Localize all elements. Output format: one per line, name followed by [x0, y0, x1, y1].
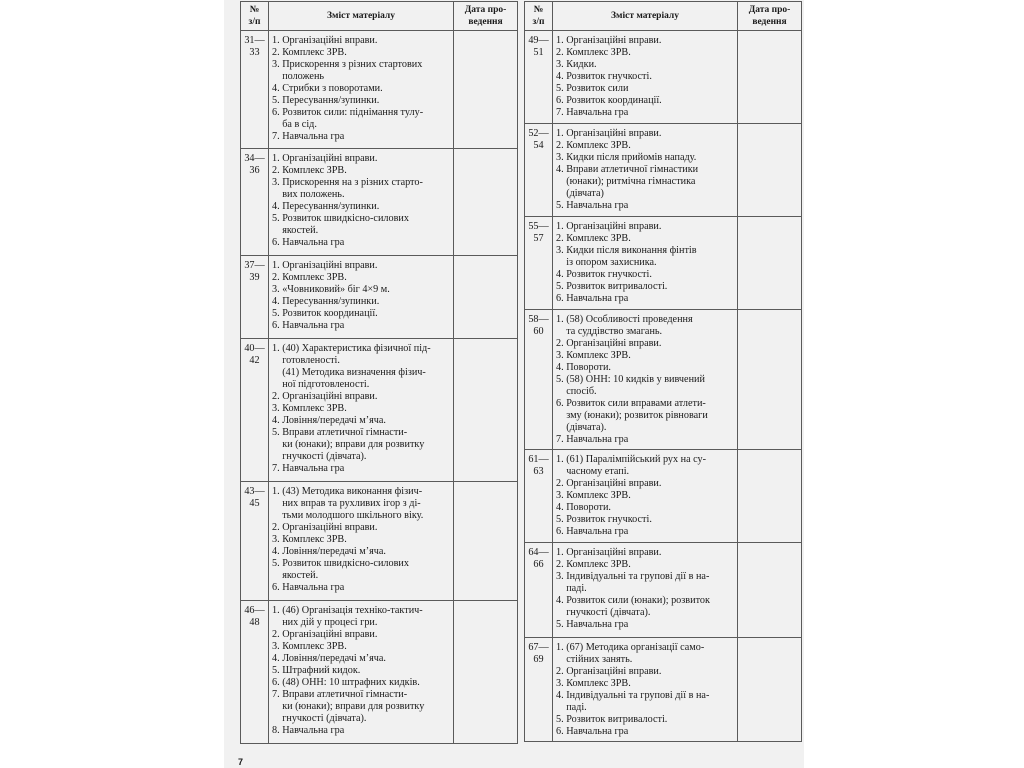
content-line: 2. Організаційні вправи.	[556, 478, 662, 489]
content-line: паді.	[556, 583, 587, 594]
table-row	[241, 482, 518, 601]
content-line: 4. Розвиток сили (юнаки); розвиток	[556, 595, 710, 606]
content-line: 1. Організаційні вправи.	[556, 128, 662, 139]
table-row	[241, 149, 518, 256]
content-line: 4. Розвиток гнучкості.	[556, 269, 652, 280]
lesson-content	[269, 149, 454, 256]
content-line: 5. Розвиток витривалості.	[556, 281, 668, 292]
content-line: 2. Комплекс ЗРВ.	[556, 233, 631, 244]
content-line: 3. Комплекс ЗРВ.	[556, 678, 631, 689]
content-line: 6. Навчальна гра	[272, 320, 345, 331]
content-line: 1. (40) Характеристика фізичної під-	[272, 343, 431, 354]
content-line: ної підготовленості.	[272, 379, 370, 390]
content-line: 4. Розвиток гнучкості.	[556, 71, 652, 82]
lesson-content	[269, 256, 454, 339]
content-line: 4. Пересування/зупинки.	[272, 201, 380, 212]
lesson-content	[553, 31, 738, 124]
content-line: 1. (61) Паралімпійський рух на су-	[556, 454, 707, 465]
table-header-row	[241, 2, 518, 31]
content-line: спосіб.	[556, 386, 597, 397]
lesson-number: 37— 39	[241, 256, 269, 339]
date-cell[interactable]	[454, 339, 518, 482]
content-line: із опором захисника.	[556, 257, 657, 268]
content-line: 1. Організаційні вправи.	[272, 35, 378, 46]
content-line: 3. Індивідуальні та групові дії в на-	[556, 571, 710, 582]
column-header-number: № з/п	[241, 2, 269, 31]
content-line: 2. Організаційні вправи.	[556, 666, 662, 677]
lesson-number: 31— 33	[241, 31, 269, 149]
lesson-number: 40— 42	[241, 339, 269, 482]
content-line: зму (юнаки); розвиток рівноваги	[556, 410, 708, 421]
content-line: 7. Навчальна гра	[272, 131, 345, 142]
content-line: 6. Навчальна гра	[272, 582, 345, 593]
column-header-content: Зміст матеріалу	[269, 2, 454, 31]
lesson-number: 46— 48	[241, 601, 269, 744]
table-row	[525, 217, 802, 310]
lesson-number: 58— 60	[525, 310, 553, 450]
date-cell[interactable]	[738, 124, 802, 217]
lesson-number: 61— 63	[525, 450, 553, 543]
table-row	[241, 256, 518, 339]
lesson-number: 55— 57	[525, 217, 553, 310]
content-line: 7. Навчальна гра	[272, 463, 345, 474]
content-line: тьми молодшого шкільного віку.	[272, 510, 424, 521]
content-line: 2. Комплекс ЗРВ.	[272, 47, 347, 58]
content-line: 1. Організаційні вправи.	[556, 35, 662, 46]
content-line: якостей.	[272, 570, 319, 581]
content-line: 4. Повороти.	[556, 502, 611, 513]
content-line: 6. Розвиток сили: піднімання тулу-	[272, 107, 424, 118]
table-row	[525, 450, 802, 543]
table-header-row	[525, 2, 802, 31]
lesson-plan-table-right	[524, 1, 802, 742]
content-line: 2. Організаційні вправи.	[272, 391, 378, 402]
lesson-number: 64— 66	[525, 543, 553, 638]
content-line: 5. Розвиток координації.	[272, 308, 378, 319]
lesson-content	[553, 217, 738, 310]
content-line: 2. Комплекс ЗРВ.	[272, 272, 347, 283]
lesson-plan-table-left	[240, 1, 518, 744]
content-line: готовленості.	[272, 355, 340, 366]
content-line: положень	[272, 71, 325, 82]
content-line: стійних занять.	[556, 654, 633, 665]
content-line: якостей.	[272, 225, 319, 236]
content-line: 2. Комплекс ЗРВ.	[556, 559, 631, 570]
content-line: 6. Навчальна гра	[272, 237, 345, 248]
content-line: 6. Навчальна гра	[556, 726, 629, 737]
content-line: 4. Ловіння/передачі м’яча.	[272, 546, 386, 557]
content-line: 2. Організаційні вправи.	[556, 338, 662, 349]
content-line: 1. Організаційні вправи.	[556, 221, 662, 232]
content-line: (41) Методика визначення фізич-	[272, 367, 426, 378]
content-line: 4. Індивідуальні та групові дії в на-	[556, 690, 710, 701]
content-line: 3. «Човниковий» біг 4×9 м.	[272, 284, 390, 295]
content-line: 5. Розвиток сили	[556, 83, 629, 94]
content-line: 3. Кидки.	[556, 59, 597, 70]
content-line: 5. Розвиток витривалості.	[556, 714, 668, 725]
content-line: 6. (48) ОНН: 10 штрафних кидків.	[272, 677, 420, 688]
content-line: 5. Пересування/зупинки.	[272, 95, 380, 106]
date-cell[interactable]	[454, 601, 518, 744]
table-row	[525, 638, 802, 742]
content-line: часному етапі.	[556, 466, 630, 477]
content-line: 5. (58) ОНН: 10 кидків у вивчений	[556, 374, 705, 385]
table-row	[525, 543, 802, 638]
page-number: 7	[238, 757, 244, 767]
lesson-number: 34— 36	[241, 149, 269, 256]
content-line: гнучкості (дівчата).	[556, 607, 651, 618]
lesson-number: 49— 51	[525, 31, 553, 124]
lesson-content	[269, 601, 454, 744]
date-cell[interactable]	[738, 310, 802, 450]
content-line: 3. Прискорення з різних стартових	[272, 59, 423, 70]
date-cell[interactable]	[454, 31, 518, 149]
content-line: 1. Організаційні вправи.	[556, 547, 662, 558]
column-header-content: Зміст матеріалу	[553, 2, 738, 31]
date-cell[interactable]	[738, 217, 802, 310]
lesson-content	[553, 124, 738, 217]
content-line: 7. Навчальна гра	[556, 434, 629, 445]
content-line: 3. Комплекс ЗРВ.	[272, 534, 347, 545]
lesson-number: 67— 69	[525, 638, 553, 742]
date-cell[interactable]	[738, 31, 802, 124]
content-line: (юнаки); ритмічна гімнастика	[556, 176, 696, 187]
content-line: 1. Організаційні вправи.	[272, 153, 378, 164]
content-line: та суддівство змагань.	[556, 326, 663, 337]
column-header-date: Дата про- ведення	[738, 2, 802, 31]
content-line: 7. Вправи атлетичної гімнасти-	[272, 689, 408, 700]
content-line: 8. Навчальна гра	[272, 725, 345, 736]
content-line: 2. Комплекс ЗРВ.	[556, 140, 631, 151]
content-line: паді.	[556, 702, 587, 713]
content-line: 1. (58) Особливості проведення	[556, 314, 693, 325]
content-line: ба в сід.	[272, 119, 317, 130]
table-row	[525, 124, 802, 217]
content-line: 2. Комплекс ЗРВ.	[272, 165, 347, 176]
lesson-content	[269, 482, 454, 601]
lesson-number: 52— 54	[525, 124, 553, 217]
content-line: 3. Комплекс ЗРВ.	[272, 641, 347, 652]
lesson-content	[553, 450, 738, 543]
date-cell[interactable]	[738, 450, 802, 543]
column-header-number: № з/п	[525, 2, 553, 31]
date-cell[interactable]	[738, 543, 802, 638]
table-row	[241, 31, 518, 149]
content-line: 5. Штрафний кидок.	[272, 665, 361, 676]
date-cell[interactable]	[738, 638, 802, 742]
content-line: 2. Організаційні вправи.	[272, 522, 378, 533]
content-line: 3. Кидки після виконання фінтів	[556, 245, 697, 256]
content-line: 5. Розвиток гнучкості.	[556, 514, 652, 525]
table-row	[525, 31, 802, 124]
column-header-date: Дата про- ведення	[454, 2, 518, 31]
content-line: 4. Ловіння/передачі м’яча.	[272, 653, 386, 664]
content-line: вих положень.	[272, 189, 345, 200]
content-line: (дівчата).	[556, 422, 607, 433]
content-line: 5. Розвиток швидкісно-силових	[272, 213, 409, 224]
lesson-content	[553, 310, 738, 450]
content-line: 4. Вправи атлетичної гімнастики	[556, 164, 699, 175]
content-line: 4. Стрибки з поворотами.	[272, 83, 383, 94]
content-line: 4. Пересування/зупинки.	[272, 296, 380, 307]
date-cell[interactable]	[454, 482, 518, 601]
lesson-number: 43— 45	[241, 482, 269, 601]
content-line: 1. (46) Організація техніко-тактич-	[272, 605, 423, 616]
content-line: гнучкості (дівчата).	[272, 713, 367, 724]
lesson-content	[553, 543, 738, 638]
content-line: ки (юнаки); вправи для розвитку	[272, 439, 425, 450]
content-line: 1. (43) Методика виконання фізич-	[272, 486, 423, 497]
content-line: 1. Організаційні вправи.	[272, 260, 378, 271]
content-line: 3. Комплекс ЗРВ.	[556, 350, 631, 361]
content-line: 5. Розвиток швидкісно-силових	[272, 558, 409, 569]
content-line: 5. Навчальна гра	[556, 200, 629, 211]
content-line: 6. Навчальна гра	[556, 293, 629, 304]
content-line: 6. Розвиток сили вправами атлети-	[556, 398, 706, 409]
table-row	[525, 310, 802, 450]
lesson-content	[269, 31, 454, 149]
table-row	[241, 601, 518, 744]
content-line: 2. Комплекс ЗРВ.	[556, 47, 631, 58]
content-line: 3. Комплекс ЗРВ.	[556, 490, 631, 501]
content-line: 2. Організаційні вправи.	[272, 629, 378, 640]
content-line: 1. (67) Методика організації само-	[556, 642, 705, 653]
content-line: (дівчата)	[556, 188, 604, 199]
content-line: ки (юнаки); вправи для розвитку	[272, 701, 425, 712]
content-line: 4. Повороти.	[556, 362, 611, 373]
content-line: них дій у процесі гри.	[272, 617, 378, 628]
content-line: 6. Розвиток координації.	[556, 95, 662, 106]
date-cell[interactable]	[454, 149, 518, 256]
content-line: них вправ та рухливих ігор з ді-	[272, 498, 421, 509]
content-line: 3. Комплекс ЗРВ.	[272, 403, 347, 414]
date-cell[interactable]	[454, 256, 518, 339]
content-line: 5. Вправи атлетичної гімнасти-	[272, 427, 408, 438]
content-line: 3. Прискорення на з різних старто-	[272, 177, 423, 188]
content-line: 4. Ловіння/передачі м’яча.	[272, 415, 386, 426]
table-row	[241, 339, 518, 482]
lesson-content	[553, 638, 738, 742]
content-line: гнучкості (дівчата).	[272, 451, 367, 462]
content-line: 5. Навчальна гра	[556, 619, 629, 630]
lesson-content	[269, 339, 454, 482]
content-line: 7. Навчальна гра	[556, 107, 629, 118]
content-line: 6. Навчальна гра	[556, 526, 629, 537]
content-line: 3. Кидки після прийомів нападу.	[556, 152, 697, 163]
